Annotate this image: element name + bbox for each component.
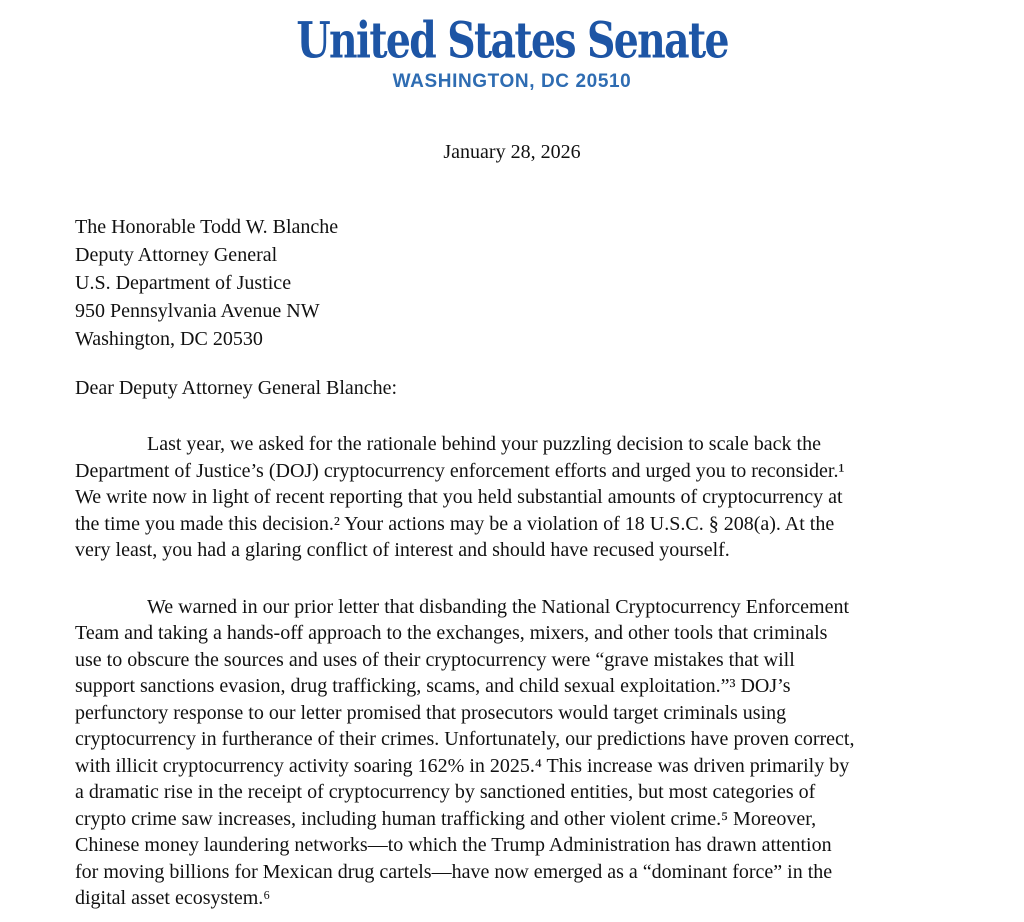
paragraph-1-line: very least, you had a glaring conflict of interest and should have recused yourself. [75,539,730,561]
paragraph-1-line: Department of Justice’s (DOJ) cryptocurrency enforcement efforts and urged you to reconsider.¹ [75,459,845,482]
paragraph-2-line: cryptocurrency in furtherance of their crimes. Unfortunately, our predictions have proven correct, [75,728,855,750]
paragraph-2-line: with illicit cryptocurrency activity soaring 162% in 2025.⁴ This increase was driven primarily by [75,754,850,777]
paragraph-1-line: the time you made this decision.² Your actions may be a violation of 18 U.S.C. § 208(a). At the [75,512,835,535]
paragraph-2-line: crypto crime saw increases, including human trafficking and other violent crime.⁵ Moreover, [75,807,817,830]
letterhead-city: WASHINGTON, DC 20510 [392,71,632,92]
paragraph-1 [75,431,949,564]
paragraph-2-line: digital asset ecosystem.⁶ [75,887,271,909]
paragraph-2-line: Chinese money laundering networks—to which the Trump Administration has drawn attention [75,834,832,856]
paragraph-1-line: Last year, we asked for the rationale behind your puzzling decision to scale back the [147,433,821,455]
recipient-block [75,213,949,353]
paragraph-2-line: a dramatic rise in the receipt of cryptocurrency by sanctioned entities, but most categories of [75,781,816,803]
recipient-street: 950 Pennsylvania Avenue NW [75,300,320,322]
paragraph-2-line: perfunctory response to our letter promised that prosecutors would target criminals using [75,701,787,724]
recipient-name: The Honorable Todd W. Blanche [75,216,339,238]
salutation: Dear Deputy Attorney General Blanche: [75,377,398,399]
paragraph-2-line: support sanctions evasion, drug trafficking, scams, and child sexual exploitation.”³ DOJ’s [75,675,791,697]
paragraph-2 [75,594,949,912]
paragraph-2-line: use to obscure the sources and uses of their cryptocurrency were “grave mistakes that will [75,648,795,671]
letterhead [75,11,949,93]
recipient-city: Washington, DC 20530 [75,328,263,350]
paragraph-2-line: We warned in our prior letter that disbanding the National Cryptocurrency Enforcement [147,595,850,618]
paragraph-2-line: Team and taking a hands-off approach to the exchanges, mixers, and other tools that criminals [75,622,828,644]
letter-date: January 28, 2026 [443,141,581,163]
paragraph-2-line: for moving billions for Mexican drug cartels—have now emerged as a “dominant force” in the [75,860,833,883]
senate-wordmark: United States Senate [296,11,728,71]
recipient-organization: U.S. Department of Justice [75,272,292,294]
paragraph-1-line: We write now in light of recent reporting that you held substantial amounts of cryptocurrency at [75,486,843,508]
recipient-title: Deputy Attorney General [75,244,278,266]
